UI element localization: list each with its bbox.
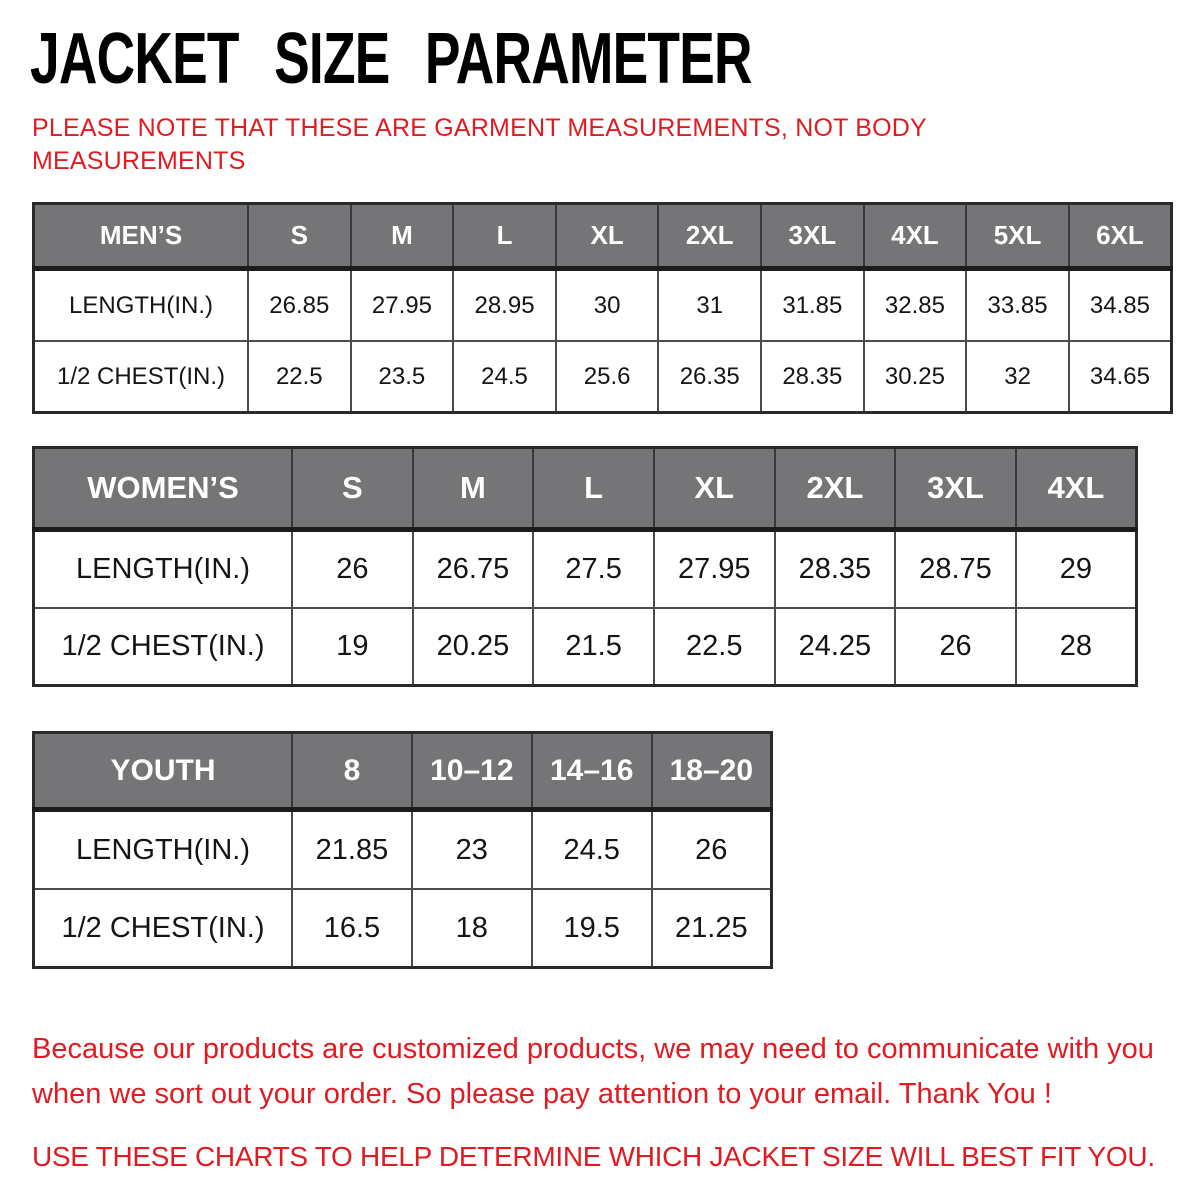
womens-table-head (34, 448, 1137, 530)
womens-value-cell: 27.5 (533, 530, 654, 609)
youth-value-cell: 23 (412, 810, 532, 890)
youth-size-header-cell: 18–20 (652, 733, 772, 810)
womens-value-cell: 22.5 (654, 608, 775, 686)
mens-value-cell: 23.5 (351, 341, 454, 413)
mens-header-row (34, 204, 1172, 269)
womens-size-header-cell: XL (654, 448, 775, 530)
youth-size-header-cell: 8 (292, 733, 412, 810)
mens-value-cell: 30.25 (864, 341, 967, 413)
womens-row-label-cell: 1/2 CHEST(IN.) (34, 608, 293, 686)
youth-data-row (34, 889, 772, 968)
mens-value-cell: 31 (658, 269, 761, 342)
womens-value-cell: 20.25 (413, 608, 534, 686)
womens-size-header-cell: M (413, 448, 534, 530)
mens-value-cell: 22.5 (248, 341, 351, 413)
mens-value-cell: 24.5 (453, 341, 556, 413)
mens-data-row (34, 269, 1172, 342)
youth-header-row (34, 733, 772, 810)
youth-row-label-cell: LENGTH(IN.) (34, 810, 293, 890)
youth-size-header-cell: 14–16 (532, 733, 652, 810)
mens-value-cell: 34.85 (1069, 269, 1172, 342)
womens-size-header-cell: 3XL (895, 448, 1016, 530)
mens-value-cell: 32.85 (864, 269, 967, 342)
womens-size-header-cell: 4XL (1016, 448, 1137, 530)
mens-row-label-cell: 1/2 CHEST(IN.) (34, 341, 249, 413)
womens-group-title-cell: WOMEN’S (34, 448, 293, 530)
page-title-text: JACKET SIZE PARAMETER (30, 19, 752, 99)
womens-row-label-cell: LENGTH(IN.) (34, 530, 293, 609)
womens-value-cell: 27.95 (654, 530, 775, 609)
womens-value-cell: 21.5 (533, 608, 654, 686)
mens-value-cell: 32 (966, 341, 1069, 413)
garment-note-line-2: MEASUREMENTS (32, 147, 246, 175)
womens-size-header-cell: L (533, 448, 654, 530)
mens-value-cell: 30 (556, 269, 659, 342)
mens-size-header-cell: 2XL (658, 204, 761, 269)
charts-usage-note: USE THESE CHARTS TO HELP DETERMINE WHICH JACKET SIZE WILL BEST FIT YOU. (32, 1141, 1155, 1172)
youth-value-cell: 16.5 (292, 889, 412, 968)
womens-size-header-cell: S (292, 448, 413, 530)
youth-table-body (34, 810, 772, 968)
mens-size-header-cell: S (248, 204, 351, 269)
mens-size-table (32, 202, 1173, 414)
youth-value-cell: 19.5 (532, 889, 652, 968)
youth-size-header-cell: 10–12 (412, 733, 532, 810)
mens-value-cell: 25.6 (556, 341, 659, 413)
mens-value-cell: 26.85 (248, 269, 351, 342)
mens-size-header-cell: M (351, 204, 454, 269)
womens-size-header-cell: 2XL (775, 448, 896, 530)
youth-group-title-cell: YOUTH (34, 733, 293, 810)
womens-value-cell: 26 (292, 530, 413, 609)
youth-value-cell: 21.25 (652, 889, 772, 968)
mens-size-header-cell: XL (556, 204, 659, 269)
youth-value-cell: 18 (412, 889, 532, 968)
mens-value-cell: 31.85 (761, 269, 864, 342)
youth-value-cell: 26 (652, 810, 772, 890)
customization-notice (32, 1027, 1172, 1117)
mens-table-body (34, 269, 1172, 413)
youth-data-row (34, 810, 772, 890)
mens-value-cell: 34.65 (1069, 341, 1172, 413)
womens-value-cell: 29 (1016, 530, 1137, 609)
mens-row-label-cell: LENGTH(IN.) (34, 269, 249, 342)
mens-group-title-cell: MEN’S (34, 204, 249, 269)
mens-value-cell: 33.85 (966, 269, 1069, 342)
mens-value-cell: 26.35 (658, 341, 761, 413)
mens-size-header-cell: 3XL (761, 204, 864, 269)
womens-data-row (34, 608, 1137, 686)
mens-value-cell: 27.95 (351, 269, 454, 342)
youth-row-label-cell: 1/2 CHEST(IN.) (34, 889, 293, 968)
youth-size-table (32, 731, 773, 969)
garment-note (32, 112, 1172, 178)
mens-data-row (34, 341, 1172, 413)
womens-value-cell: 28 (1016, 608, 1137, 686)
mens-value-cell: 28.35 (761, 341, 864, 413)
mens-size-header-cell: 4XL (864, 204, 967, 269)
womens-value-cell: 19 (292, 608, 413, 686)
mens-size-header-cell: 6XL (1069, 204, 1172, 269)
customization-notice-line-2: when we sort out your order. So please pay attention to your email. Thank You ! (32, 1078, 1052, 1110)
womens-value-cell: 26.75 (413, 530, 534, 609)
mens-size-header-cell: 5XL (966, 204, 1069, 269)
womens-value-cell: 28.35 (775, 530, 896, 609)
youth-value-cell: 21.85 (292, 810, 412, 890)
womens-value-cell: 26 (895, 608, 1016, 686)
page-title (30, 19, 1172, 99)
customization-notice-line-1: Because our products are customized products, we may need to communicate with you (32, 1033, 1154, 1065)
womens-value-cell: 28.75 (895, 530, 1016, 609)
womens-value-cell: 24.25 (775, 608, 896, 686)
garment-note-line-1: PLEASE NOTE THAT THESE ARE GARMENT MEASUREMENTS, NOT BODY (32, 114, 927, 142)
mens-value-cell: 28.95 (453, 269, 556, 342)
youth-table-head (34, 733, 772, 810)
womens-header-row (34, 448, 1137, 530)
womens-size-table (32, 446, 1138, 687)
womens-data-row (34, 530, 1137, 609)
womens-table-body (34, 530, 1137, 686)
youth-value-cell: 24.5 (532, 810, 652, 890)
mens-table-head (34, 204, 1172, 269)
mens-size-header-cell: L (453, 204, 556, 269)
